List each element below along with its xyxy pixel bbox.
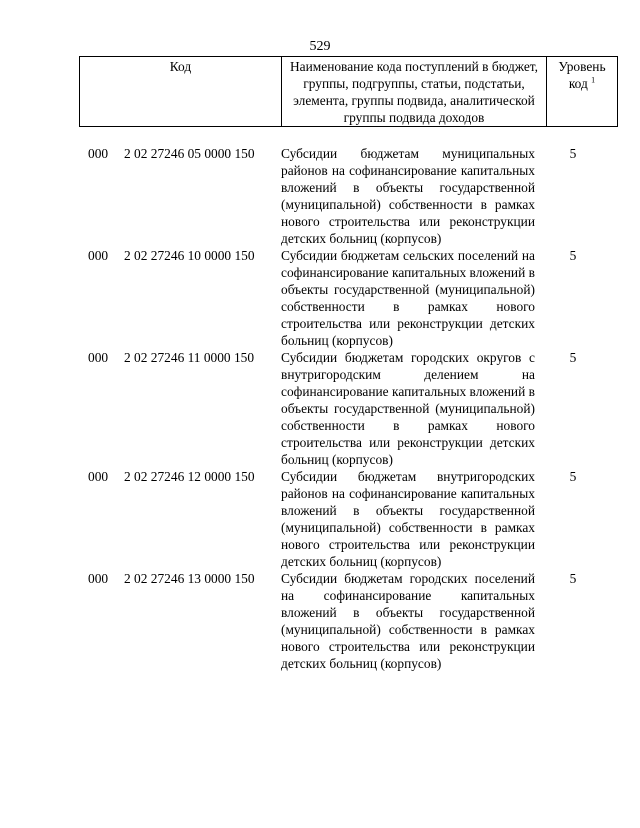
row-code: 2 02 27246 11 0000 150 [124,350,255,365]
header-level-cell [547,57,618,127]
table-row [0,247,640,349]
table-row [0,349,640,468]
row-code: 2 02 27246 05 0000 150 [124,146,255,161]
row-name: Субсидии бюджетам внутригородских районов на софинансирование капитальных вложений в объекты государственной (муниципальной) собственности в рамках нового строительства или реконструкции детских больниц (корпусов) [281,469,535,569]
row-name: Субсидии бюджетам городских поселений на софинансирование капитальных вложений в объекты государственной (муниципальной) собственности в рамках нового строительства или реконструкции детских больниц (корпусов) [281,571,535,671]
row-level: 5 [569,350,577,365]
table-body [0,145,640,672]
page-number: 529 [309,39,331,54]
table-row [0,468,640,570]
row-name: Субсидии бюджетам сельских поселений на софинансирование капитальных вложений в объекты государственной (муниципальной) собственности в рамках нового строительства или реконструкции детских больниц (корпусов) [281,248,535,348]
row-prefix: 000 [88,571,109,586]
header-code: Код [80,57,282,127]
row-name: Субсидии бюджетам городских округов с внутригородским делением на софинансирование капитальных вложений в объекты государственной (муниципальной) собственности в рамках нового строительства или реконструкции детских больниц (корпусов) [281,350,535,467]
row-code: 2 02 27246 13 0000 150 [124,571,255,586]
row-prefix: 000 [88,248,109,263]
row-level: 5 [569,469,577,484]
header-level: Уровень код [558,59,606,91]
row-prefix: 000 [88,350,109,365]
row-level: 5 [569,146,577,161]
row-code: 2 02 27246 10 0000 150 [124,248,255,263]
row-level: 5 [569,248,577,263]
header-level-footnote: 1 [591,75,596,85]
row-code: 2 02 27246 12 0000 150 [124,469,255,484]
row-prefix: 000 [88,146,109,161]
table-header-row [80,57,618,127]
table-row [0,145,640,247]
row-level: 5 [569,571,577,586]
table-row [0,570,640,672]
row-name: Субсидии бюджетам муниципальных районов на софинансирование капитальных вложений в объекты государственной (муниципальной) собственности в рамках нового строительства или реконструкции детских больниц (корпусов) [281,146,535,246]
table-header [79,56,618,127]
row-prefix: 000 [88,469,109,484]
header-name: Наименование кода поступлений в бюджет, группы, подгруппы, статьи, подстатьи, элемента, группы подвида, аналитической группы подвида доходов [282,57,547,127]
